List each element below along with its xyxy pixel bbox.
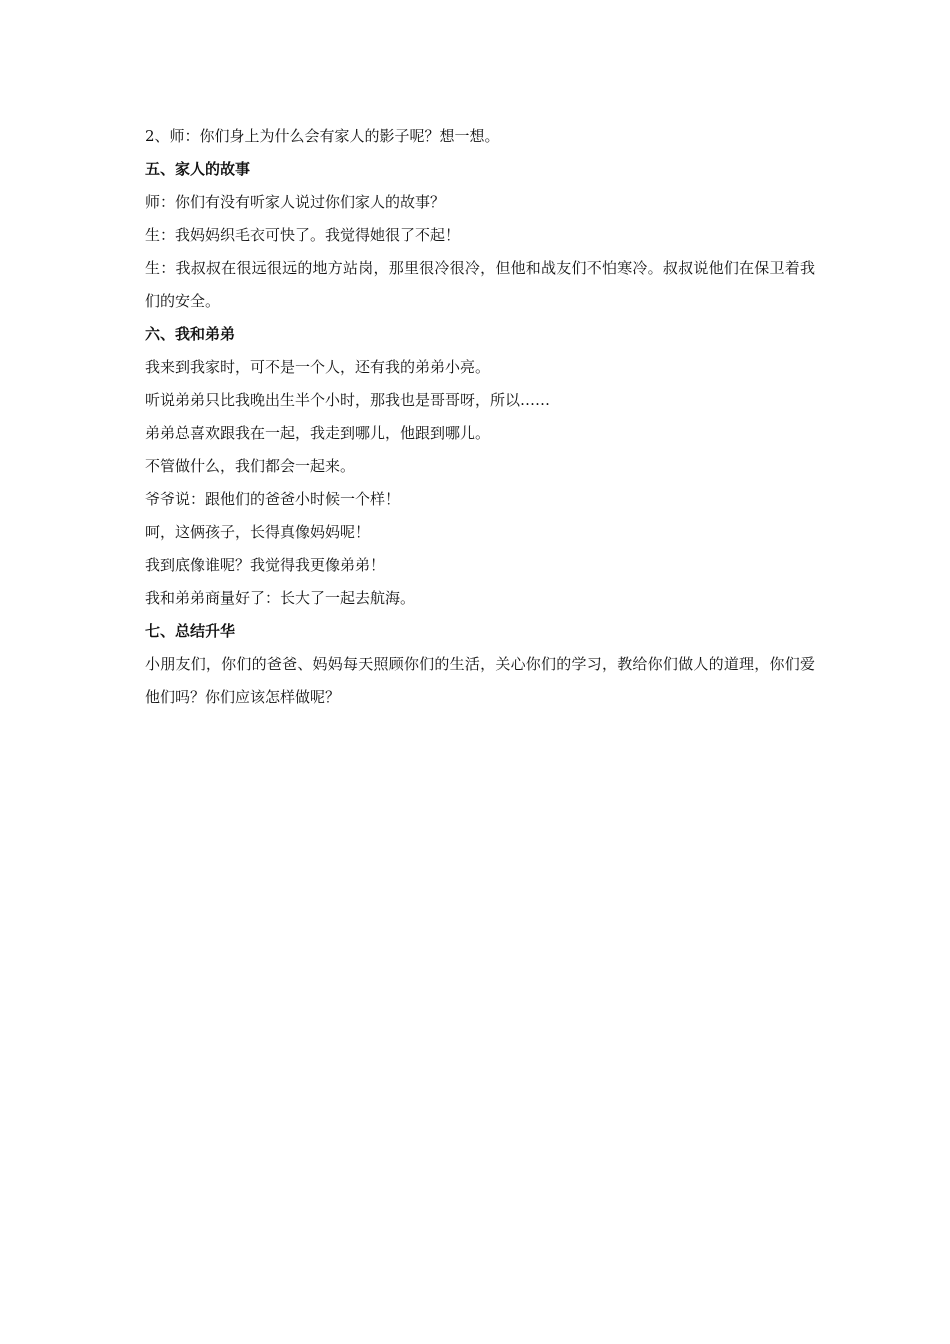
- text-line: 听说弟弟只比我晚出生半个小时，那我也是哥哥呀，所以……: [145, 391, 551, 409]
- section-heading-me-and-brother: 六、我和弟弟: [145, 325, 236, 343]
- text-line: 师：你们有没有听家人说过你们家人的故事？: [145, 193, 446, 211]
- text-line: 呵，这俩孩子，长得真像妈妈呢！: [145, 523, 371, 541]
- text-paragraph: 生：我叔叔在很远很远的地方站岗，那里很冷很冷，但他和战友们不怕寒冷。叔叔说他们在保卫着我们的安全。: [145, 259, 815, 310]
- text-line: 不管做什么，我们都会一起来。: [145, 457, 356, 475]
- text-line: 爷爷说：跟他们的爸爸小时候一个样！: [145, 490, 401, 508]
- section-heading-summary: 七、总结升华: [145, 622, 236, 640]
- document-page: [145, 120, 815, 714]
- text-line: 我和弟弟商量好了：长大了一起去航海。: [145, 589, 416, 607]
- text-line: 生：我妈妈织毛衣可快了。我觉得她很了不起！: [145, 226, 461, 244]
- text-line: 弟弟总喜欢跟我在一起，我走到哪儿，他跟到哪儿。: [145, 424, 491, 442]
- text-line: 我到底像谁呢？我觉得我更像弟弟！: [145, 556, 386, 574]
- text-line: 我来到我家时，可不是一个人，还有我的弟弟小亮。: [145, 358, 491, 376]
- text-paragraph: 小朋友们，你们的爸爸、妈妈每天照顾你们的生活，关心你们的学习，教给你们做人的道理，你们爱他们吗？你们应该怎样做呢？: [145, 655, 815, 706]
- section-heading-family-stories: 五、家人的故事: [145, 160, 251, 178]
- text-line: 2、师：你们身上为什么会有家人的影子呢？想一想。: [145, 127, 500, 145]
